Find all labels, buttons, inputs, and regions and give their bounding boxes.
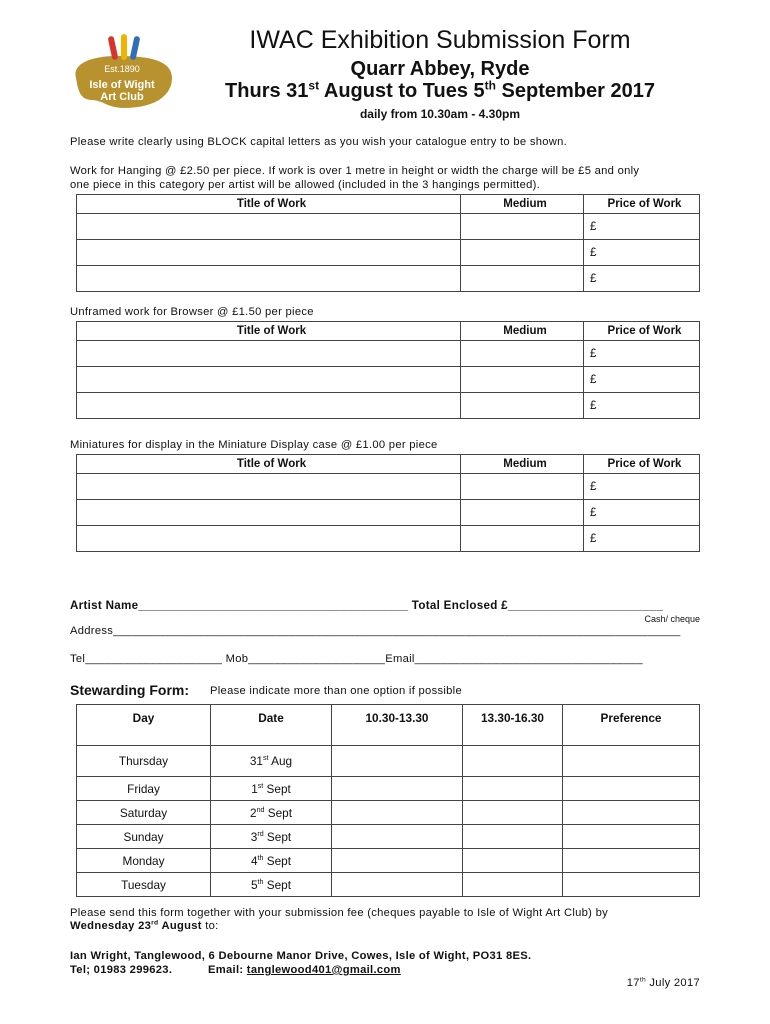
table-row xyxy=(77,873,700,897)
table-row xyxy=(77,240,700,266)
miniatures-works-table xyxy=(76,454,700,552)
postal-address: Ian Wright, Tanglewood, 6 Debourne Manor Drive, Cowes, Isle of Wight, PO31 8ES. xyxy=(70,950,532,962)
preference-cell[interactable] xyxy=(563,801,700,825)
title-cell[interactable] xyxy=(77,367,461,393)
table-row xyxy=(77,801,700,825)
morning-slot-cell[interactable] xyxy=(332,873,463,897)
col-medium: Medium xyxy=(461,195,584,214)
title-cell[interactable] xyxy=(77,474,461,500)
col-medium: Medium xyxy=(461,455,584,474)
col-preference: Preference xyxy=(563,705,700,746)
page-title: IWAC Exhibition Submission Form xyxy=(249,26,631,54)
hanging-instruction-1: Work for Hanging @ £2.50 per piece. If work is over 1 metre in height or width the charge will be £5 and only xyxy=(70,165,640,177)
table-row xyxy=(77,214,700,240)
medium-cell[interactable] xyxy=(461,367,584,393)
morning-slot-cell[interactable] xyxy=(332,825,463,849)
table-row xyxy=(77,849,700,873)
afternoon-slot-cell[interactable] xyxy=(463,746,563,777)
medium-cell[interactable] xyxy=(461,240,584,266)
day-cell: Monday xyxy=(77,849,211,873)
palette-icon xyxy=(68,34,180,118)
browser-works-table xyxy=(76,321,700,419)
morning-slot-cell[interactable] xyxy=(332,801,463,825)
opening-hours: daily from 10.30am - 4.30pm xyxy=(359,107,521,121)
medium-cell[interactable] xyxy=(461,266,584,292)
venue: Quarr Abbey, Ryde xyxy=(350,58,530,80)
logo-line2: Art Club xyxy=(100,91,144,103)
stewarding-table xyxy=(76,704,700,897)
col-price: Price of Work xyxy=(584,455,700,474)
medium-cell[interactable] xyxy=(461,526,584,552)
hanging-works-table xyxy=(76,194,700,292)
exhibition-dates: Thurs 31st August to Tues 5th September 2017 xyxy=(225,78,655,102)
medium-cell[interactable] xyxy=(461,341,584,367)
table-row xyxy=(77,367,700,393)
col-title: Title of Work xyxy=(77,322,461,341)
payment-method-note: Cash/ cheque xyxy=(644,614,700,624)
preference-cell[interactable] xyxy=(563,849,700,873)
title-cell[interactable] xyxy=(77,214,461,240)
afternoon-slot-cell[interactable] xyxy=(463,801,563,825)
table-row xyxy=(77,526,700,552)
price-cell[interactable]: £ xyxy=(584,500,700,526)
morning-slot-cell[interactable] xyxy=(332,849,463,873)
price-cell[interactable]: £ xyxy=(584,474,700,500)
col-price: Price of Work xyxy=(584,195,700,214)
send-instruction: Please send this form together with your submission fee (cheques payable to Isle of Wight Art Club) by xyxy=(70,907,609,919)
table-row xyxy=(77,825,700,849)
title-cell[interactable] xyxy=(77,526,461,552)
date-cell: 5th Sept xyxy=(211,873,332,897)
table-row xyxy=(77,474,700,500)
col-title: Title of Work xyxy=(77,455,461,474)
medium-cell[interactable] xyxy=(461,474,584,500)
col-morning: 10.30-13.30 xyxy=(332,705,463,746)
price-cell[interactable]: £ xyxy=(584,526,700,552)
preference-cell[interactable] xyxy=(563,777,700,801)
afternoon-slot-cell[interactable] xyxy=(463,849,563,873)
table-row xyxy=(77,393,700,419)
col-medium: Medium xyxy=(461,322,584,341)
date-cell: 1st Sept xyxy=(211,777,332,801)
afternoon-slot-cell[interactable] xyxy=(463,825,563,849)
date-cell: 31st Aug xyxy=(211,746,332,777)
morning-slot-cell[interactable] xyxy=(332,777,463,801)
deadline: Wednesday 23rd August to: xyxy=(70,919,219,932)
email-link[interactable]: tanglewood401@gmail.com xyxy=(246,964,401,976)
col-day: Day xyxy=(77,705,211,746)
day-cell: Sunday xyxy=(77,825,211,849)
table-row xyxy=(77,266,700,292)
morning-slot-cell[interactable] xyxy=(332,746,463,777)
form-date: 17th July 2017 xyxy=(626,976,700,989)
contact-email: Email: tanglewood401@gmail.com xyxy=(208,964,401,976)
price-cell[interactable]: £ xyxy=(584,393,700,419)
medium-cell[interactable] xyxy=(461,214,584,240)
artist-name-field[interactable]: Artist Name________________________________________ Total Enclosed £_______________________ xyxy=(70,599,664,612)
day-cell: Thursday xyxy=(77,746,211,777)
afternoon-slot-cell[interactable] xyxy=(463,777,563,801)
hanging-instruction-2: one piece in this category per artist will be allowed (included in the 3 hangings permitted). xyxy=(70,179,541,191)
col-price: Price of Work xyxy=(584,322,700,341)
title-cell[interactable] xyxy=(77,393,461,419)
table-row xyxy=(77,500,700,526)
price-cell[interactable]: £ xyxy=(584,266,700,292)
col-date: Date xyxy=(211,705,332,746)
logo-est: Est.1890 xyxy=(104,64,140,74)
col-afternoon: 13.30-16.30 xyxy=(463,705,563,746)
preference-cell[interactable] xyxy=(563,825,700,849)
afternoon-slot-cell[interactable] xyxy=(463,873,563,897)
title-cell[interactable] xyxy=(77,266,461,292)
date-cell: 2nd Sept xyxy=(211,801,332,825)
stewarding-note: Please indicate more than one option if possible xyxy=(210,685,462,697)
day-cell: Friday xyxy=(77,777,211,801)
club-logo xyxy=(68,34,180,118)
miniatures-instruction: Miniatures for display in the Miniature Display case @ £1.00 per piece xyxy=(70,439,438,451)
price-cell[interactable]: £ xyxy=(584,240,700,266)
medium-cell[interactable] xyxy=(461,393,584,419)
medium-cell[interactable] xyxy=(461,500,584,526)
preference-cell[interactable] xyxy=(563,746,700,777)
table-row xyxy=(77,341,700,367)
title-cell[interactable] xyxy=(77,341,461,367)
preference-cell[interactable] xyxy=(563,873,700,897)
col-title: Title of Work xyxy=(77,195,461,214)
date-cell: 3rd Sept xyxy=(211,825,332,849)
table-row xyxy=(77,777,700,801)
price-cell[interactable]: £ xyxy=(584,341,700,367)
stewarding-heading: Stewarding Form: xyxy=(70,682,190,698)
day-cell: Tuesday xyxy=(77,873,211,897)
table-row xyxy=(77,746,700,777)
title-cell[interactable] xyxy=(77,500,461,526)
day-cell: Saturday xyxy=(77,801,211,825)
block-capitals-note: Please write clearly using BLOCK capital letters as you wish your catalogue entry to be shown. xyxy=(70,136,568,148)
browser-instruction: Unframed work for Browser @ £1.50 per piece xyxy=(70,306,314,318)
contact-tel: Tel; 01983 299623. xyxy=(70,964,173,976)
price-cell[interactable]: £ xyxy=(584,214,700,240)
logo-line1: Isle of Wight xyxy=(89,79,155,91)
contact-fields[interactable]: Tel_____________________ Mob_____________________Email___________________________________ xyxy=(70,653,643,665)
date-cell: 4th Sept xyxy=(211,849,332,873)
price-cell[interactable]: £ xyxy=(584,367,700,393)
address-field[interactable]: Address_______________________________________________________________________________________ xyxy=(70,625,681,637)
title-cell[interactable] xyxy=(77,240,461,266)
